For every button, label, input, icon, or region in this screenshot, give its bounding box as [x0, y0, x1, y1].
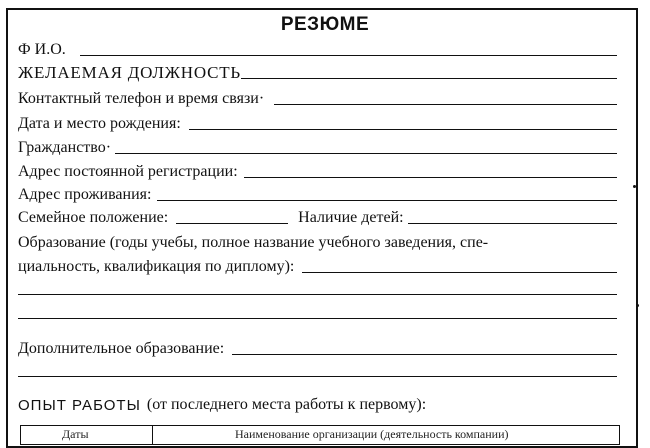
- residence-label: Адрес проживания:: [18, 186, 152, 203]
- experience-heading-row: [18, 397, 617, 413]
- birth-field[interactable]: [189, 129, 617, 130]
- birth-label: Дата и место рождения:: [18, 115, 181, 132]
- education-row-2: [18, 259, 617, 275]
- position-row: [18, 64, 617, 81]
- education-field[interactable]: [302, 272, 617, 273]
- children-field[interactable]: [408, 223, 617, 224]
- residence-field[interactable]: [157, 200, 617, 201]
- residence-row: [18, 187, 617, 203]
- additional-education-row: [18, 341, 617, 357]
- position-field[interactable]: [241, 78, 617, 79]
- education-blank-line-2[interactable]: [18, 318, 617, 319]
- marital-children-row: [18, 210, 617, 226]
- additional-education-blank-line[interactable]: [18, 376, 617, 377]
- marital-label: Семейное положение:: [18, 209, 169, 226]
- additional-education-field[interactable]: [232, 354, 617, 355]
- scan-speck: [633, 185, 636, 188]
- marital-field[interactable]: [176, 223, 288, 224]
- registration-label: Адрес постоянной регистрации:: [18, 163, 238, 180]
- form-title: РЕЗЮМЕ: [280, 14, 370, 35]
- additional-education-label: Дополнительное образование:: [18, 340, 225, 357]
- fio-label: Ф И.О.: [18, 41, 66, 58]
- birth-row: [18, 116, 617, 132]
- experience-note: (от последнего места работы к первому):: [146, 396, 427, 413]
- table-header-dates: Даты: [62, 427, 89, 441]
- education-label-line2: циальность, квалификация по диплому):: [18, 258, 295, 275]
- experience-table-divider: [152, 425, 153, 445]
- citizenship-row: [18, 140, 617, 156]
- experience-heading: ОПЫТ РАБОТЫ: [18, 397, 141, 414]
- education-blank-line-1[interactable]: [18, 294, 617, 295]
- phone-field[interactable]: [274, 104, 617, 105]
- position-label: ЖЕЛАЕМАЯ ДОЛЖНОСТЬ: [18, 63, 241, 82]
- citizenship-label: Гражданство·: [18, 139, 112, 156]
- registration-field[interactable]: [244, 177, 617, 178]
- scan-speck: [636, 304, 639, 307]
- education-label-line1: Образование (годы учебы, полное название учебного заведения, спе-: [18, 234, 489, 251]
- table-header-organization: Наименование организации (деятельность компании): [235, 427, 509, 441]
- fio-field[interactable]: [80, 55, 617, 56]
- children-label: Наличие детей:: [298, 209, 404, 226]
- phone-row: [18, 91, 617, 107]
- registration-row: [18, 164, 617, 180]
- phone-label: Контактный телефон и время связи·: [18, 90, 265, 107]
- education-row-1: [18, 235, 617, 251]
- citizenship-field[interactable]: [115, 153, 617, 154]
- fio-row: [18, 42, 617, 58]
